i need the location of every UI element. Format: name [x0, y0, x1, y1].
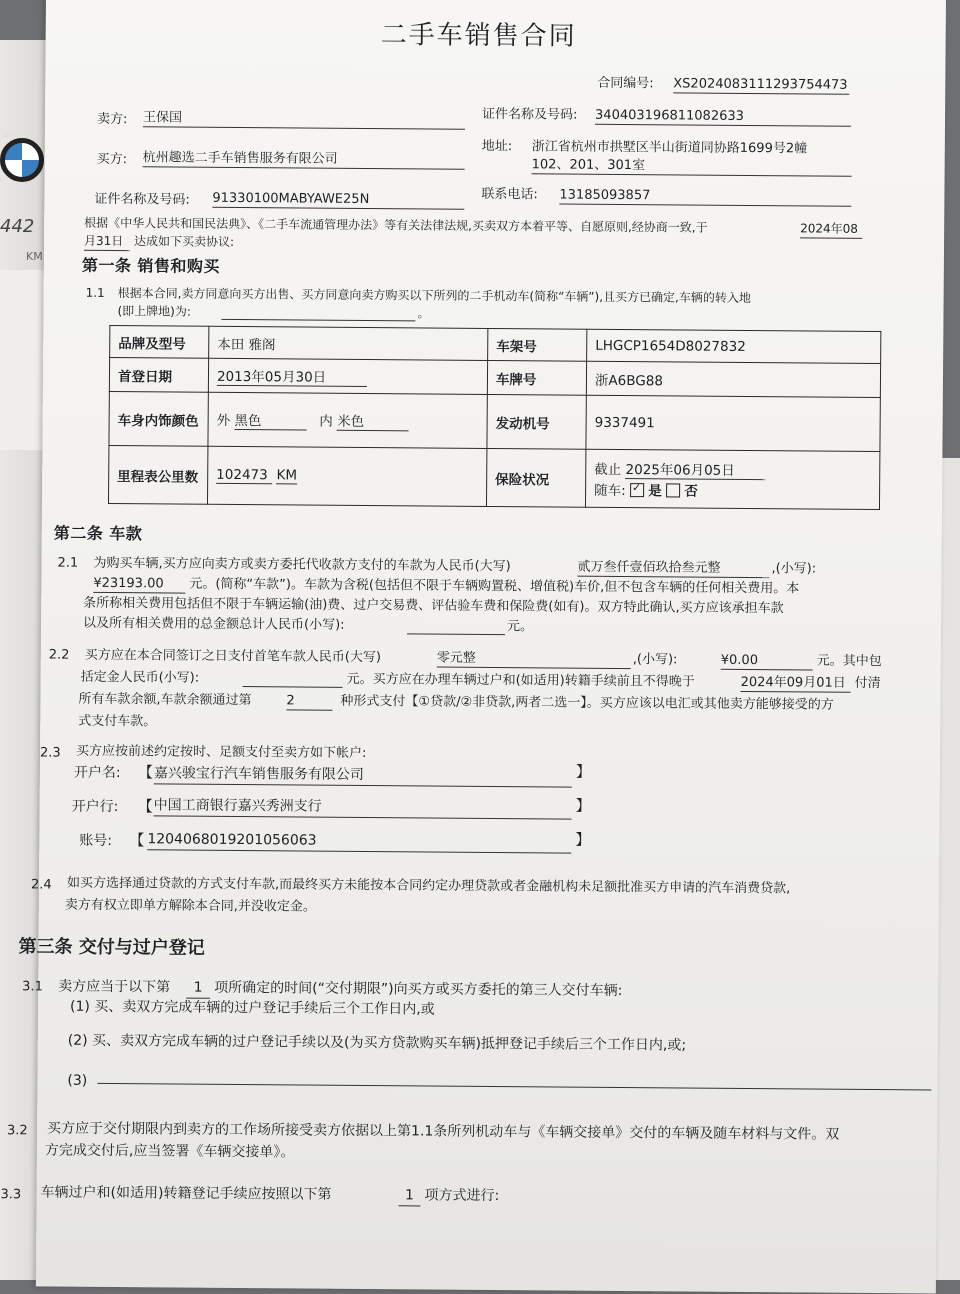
interior-label: 内 [319, 413, 333, 430]
clause-2-3-number: 2.3 [39, 745, 61, 761]
insurance-no-label: 否 [684, 483, 698, 500]
buyer-id-label: 证件名称及号码: [94, 191, 190, 208]
clause-2-2-text-g: 所有车款余额,车款余额通过第 [78, 691, 252, 709]
seller-id-value: 340403196811082633 [595, 107, 851, 127]
bracket-open: 【 [137, 797, 153, 816]
total-amount-blank [407, 619, 505, 635]
clause-3-1-item-2: (2) 买、卖双方完成车辆的过户登记手续以及(为买方贷款购买车辆)抵押登记手续后三个工作日内,或; [67, 1032, 687, 1054]
bank-name: 中国工商银行嘉兴秀洲支行 [154, 795, 572, 819]
seller-label: 卖方: [96, 111, 128, 128]
clause-2-1-text-e: 以及所有相关费用的总金额总计人民币(小写): [82, 615, 345, 633]
payment-deadline: 2024年09月01日 [741, 674, 851, 693]
clause-2-1-text-d: 条所称相关费用包括但不限于车辆运输(油)费、过户交易费、评估验车费和保险费(如有)。双方特此确认,买方应该承担车款 [83, 595, 784, 617]
reg-date-cell [208, 358, 487, 394]
clause-1-1-line2: (即上牌地)为: [117, 304, 191, 319]
color-cell [208, 392, 487, 448]
insurance-label: 保险状况 [486, 448, 585, 507]
bank-label: 开户行: [71, 798, 119, 816]
buyer-phone-value: 13185093857 [559, 187, 851, 207]
account-name: 嘉兴骏宝行汽车销售服务有限公司 [154, 763, 572, 787]
insurance-no-checkbox[interactable] [666, 483, 680, 497]
insurance-yes-checkbox[interactable] [630, 483, 644, 497]
clause-3-3-text-b: 项方式进行: [424, 1187, 500, 1205]
clause-2-4-number: 2.4 [30, 877, 52, 893]
background-label: KM [26, 250, 43, 263]
insurance-deadline-label: 截止 [594, 461, 622, 478]
vehicle-info-table [108, 325, 881, 510]
clause-2-2-number: 2.2 [48, 647, 70, 663]
exterior-label: 外 [216, 412, 231, 429]
preamble-line1: 根据《中华人民共和国民法典》、《二手车流通管理办法》等有关法律法规,买卖双方本着平等、自愿原则,经协商一致,于 [84, 215, 708, 235]
clause-1-1-line1: 根据本合同,卖方同意向买方出售、买方同意向卖方购买以下所列的二手机动车(简称“车辆”),且买方已确定,车辆的转入地 [117, 286, 751, 306]
table-row [109, 391, 880, 451]
down-payment-chinese: 零元整 [437, 650, 631, 670]
interior-color: 米色 [337, 410, 409, 432]
clause-2-2-text-f: 付清 [854, 675, 881, 692]
clause-3-1-number: 3.1 [22, 979, 43, 995]
mileage-value: 102473 [216, 467, 272, 484]
preamble-date-part1: 2024年08 [800, 220, 862, 238]
buyer-address-line1: 浙江省杭州市拱墅区半山街道同协路1699号2幢 [531, 139, 808, 157]
buyer-address-label: 地址: [481, 138, 513, 155]
exterior-color: 黑色 [234, 409, 306, 431]
reg-date-value: 2013年05月30日 [217, 365, 367, 387]
clause-1-1-number: 1.1 [85, 285, 105, 300]
reg-date-label: 首登日期 [109, 357, 208, 392]
handwritten-note: 442 [0, 216, 35, 237]
brand-value: 本田 雅阁 [209, 326, 488, 360]
clause-3-2-text-b: 方完成交付后,应当签署《车辆交接单》。 [44, 1142, 295, 1161]
clause-3-1-item-3: (3) [67, 1072, 88, 1089]
down-payment-amount: ¥0.00 [721, 652, 813, 671]
buyer-name: 杭州趣选二手车销售服务有限公司 [143, 149, 465, 170]
clause-3-1-text-b: 项所确定的时间(“交付期限”)向买方或买方委托的第三人交付车辆: [214, 979, 623, 1000]
clause-3-2-number: 3.2 [6, 1123, 28, 1139]
insurance-deadline: 2025年06月05日 [625, 458, 765, 480]
clause-2-2-text-h: 种形式支付【①贷款/②非贷款,两者二选一】。买方应该以电汇或其他卖方能够接受的方 [340, 693, 834, 713]
buyer-address-line2: 102、201、301室 [532, 156, 852, 177]
insurance-with-car-label: 随车: [594, 482, 626, 500]
price-chinese: 贰万叁仟壹佰玖拾叁元整 [577, 559, 769, 579]
clause-2-1-text-c: 元。(简称“车款”)。车款为含税(包括但不限于车辆购置税、增值税)车价,但不包含车辆的任何相关费用。本 [189, 576, 800, 597]
bracket-close: 】 [575, 796, 591, 815]
mileage-unit: KM [276, 467, 298, 484]
clause-2-2-text-b: ,(小写): [632, 652, 678, 668]
color-label: 车身内饰颜色 [109, 391, 208, 446]
table-row [108, 445, 879, 509]
contract-no-value: XS2024083111293754473 [673, 75, 849, 94]
mileage-label: 里程表公里数 [108, 445, 207, 504]
bracket-open: 【 [129, 831, 145, 850]
registration-place-blank [221, 306, 415, 322]
clause-2-2-text-d: 括定金人民币(小写): [80, 669, 200, 686]
bmw-logo-icon [0, 138, 44, 182]
clause-3-1-item-1: (1) 买、卖双方完成车辆的过户登记手续后三个工作日内,或 [69, 998, 435, 1018]
item-3-blank [97, 1065, 931, 1091]
buyer-phone-label: 联系电话: [481, 186, 538, 203]
page-title: 二手车销售合同 [380, 20, 577, 52]
buyer-id-value: 91330100MABYAWE25N [212, 190, 464, 210]
clause-2-4-text-b: 卖方有权立即单方解除本合同,并没收定金。 [64, 897, 317, 915]
delivery-option: 1 [186, 978, 210, 999]
clause-2-3-text: 买方应按前述约定按时、足额支付至卖方如下帐户: [75, 743, 367, 762]
preamble-date-part2: 月31日 [84, 233, 130, 251]
clause-2-2-text-c: 元。其中包 [816, 653, 882, 670]
buyer-label: 买方: [96, 151, 128, 168]
clause-2-2-text-e: 元。买方应在办理车辆过户和(如适用)转籍手续前且不得晚于 [346, 671, 695, 690]
vin-value: LHGCP1654D8027832 [587, 329, 881, 363]
mileage-cell [207, 446, 486, 506]
brand-label: 品牌及型号 [110, 325, 209, 358]
plate-label: 车牌号 [487, 360, 586, 395]
clause-3-3-text-a: 车辆过户和(如适用)转籍登记手续应按照以下第 [40, 1184, 332, 1203]
section-3-title: 第三条 交付与过户登记 [18, 936, 205, 959]
account-name-label: 开户名: [73, 764, 121, 782]
contract-no-label: 合同编号: [597, 75, 654, 92]
clause-3-1-text-a: 卖方应当于以下第 [58, 978, 171, 996]
bracket-open: 【 [137, 763, 153, 782]
plate-value: 浙A6BG88 [586, 361, 880, 397]
engine-label: 发动机号 [487, 394, 586, 449]
account-number-label: 账号: [79, 832, 113, 850]
price-amount: ¥23193.00 [93, 575, 185, 594]
payment-method: 2 [286, 692, 332, 710]
clause-3-2-text-a: 买方应于交付期限内到卖方的工作场所接受卖方依据以上第1.1条所列机动车与《车辆交接单》交付的车辆及随车材料与文件。双 [47, 1120, 840, 1143]
clause-2-1-number: 2.1 [57, 555, 79, 571]
clause-2-4-text-a: 如买方选择通过贷款的方式支付车款,而最终买方未能按本合同约定办理贷款或者金融机构未足额批准买方申请的汽车消费贷款, [66, 875, 791, 897]
bmw-logo-text: BMW [2, 132, 18, 139]
account-number: 1204068019201056063 [147, 829, 571, 853]
vin-label: 车架号 [488, 328, 587, 361]
seller-name: 王保国 [143, 109, 465, 130]
deposit-blank [243, 672, 343, 688]
seller-id-label: 证件名称及号码: [481, 106, 578, 123]
clause-3-3-number: 3.3 [0, 1187, 22, 1203]
transfer-option: 1 [398, 1185, 420, 1206]
section-2-title: 第二条 车款 [53, 523, 143, 544]
bracket-close: 】 [575, 830, 591, 849]
bracket-close: 】 [575, 762, 591, 781]
clause-2-2-text-i: 式支付车款。 [78, 713, 157, 730]
clause-2-1-text-f: 元。 [506, 619, 534, 635]
section-1-title: 第一条 销售和购买 [81, 255, 221, 276]
clause-2-1-text-b: ,(小写): [771, 561, 817, 577]
insurance-cell [585, 449, 879, 509]
clause-2-2-text-a: 买方应在本合同签订之日支付首笔车款人民币(大写) [84, 647, 381, 666]
engine-value: 9337491 [586, 395, 880, 451]
clause-2-1-text-a: 为购买车辆,买方应向卖方或卖方委托代收款方支付的车款为人民币(大写) [93, 555, 511, 575]
clause-1-1-end: 。 [417, 306, 430, 321]
insurance-yes-label: 是 [648, 483, 662, 500]
preamble-line2: 达成如下买卖协议: [133, 234, 235, 249]
